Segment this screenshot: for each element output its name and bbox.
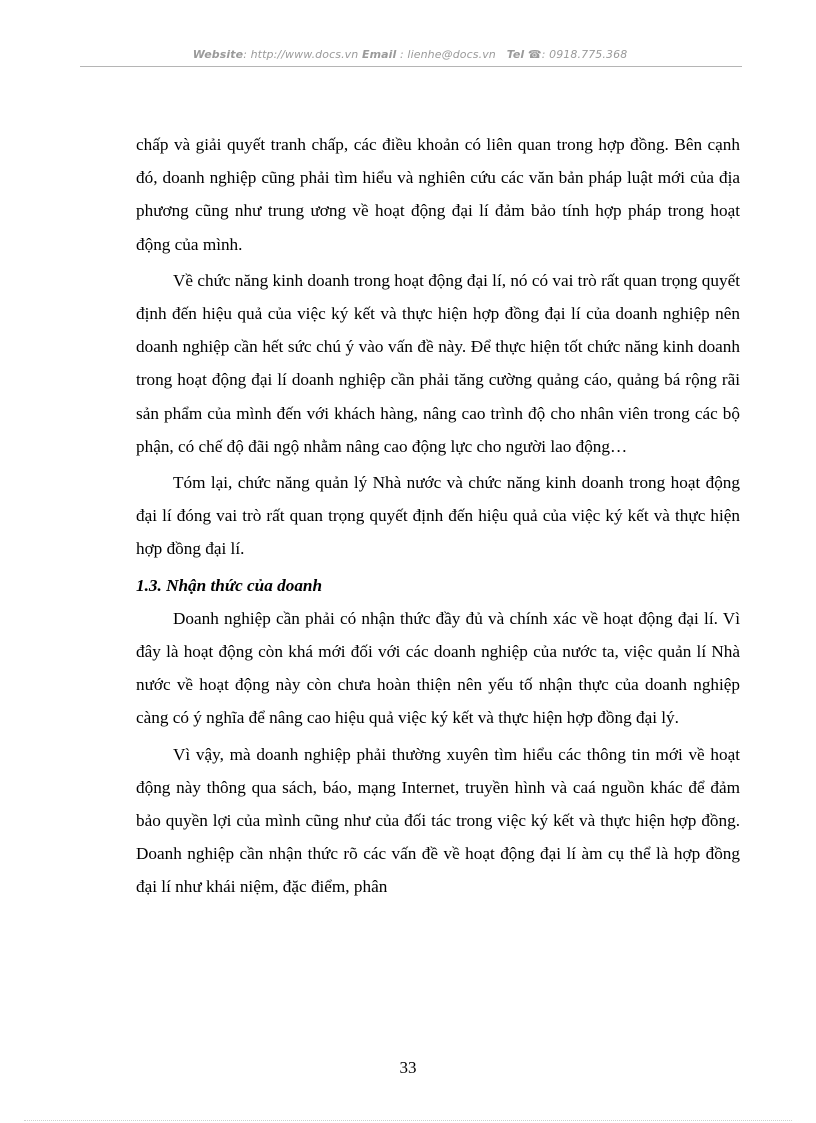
page-header — [80, 48, 740, 61]
email-label: Email — [361, 48, 397, 61]
paragraph-3: Tóm lại, chức năng quản lý Nhà nước và chức năng kinh doanh trong hoạt động đại lí đóng vai trò rất quan trọng quyết định đến hiệu quả của việc ký kết và thực hiện hợp đồng đại lí. — [136, 473, 740, 559]
tel-label: Tel — [506, 48, 525, 61]
website-value: : http://www.docs.vn — [243, 48, 359, 61]
header-divider — [80, 66, 742, 67]
tel-value: ☎: 0918.775.368 — [524, 48, 628, 61]
page-number: 33 — [399, 1058, 417, 1077]
section-heading: 1.3. Nhận thức của doanh — [136, 575, 323, 595]
paragraph-2: Về chức năng kinh doanh trong hoạt động đại lí, nó có vai trò rất quan trọng quyết định đến hiệu quả của việc ký kết và thực hiện hợp đồng đại lí của doanh nghiệp nên doanh nghiệp cần hết sức chú ý vào vấn đề này. Để thực hiện tốt chức năng kinh doanh trong hoạt động đại lí doanh nghiệp cần phải tăng cường quảng cáo, quảng bá rộng rãi sản phẩm của mình đến với khách hàng, nâng cao trình độ cho nhân viên trong các bộ phận, có chế độ đãi ngộ nhằm nâng cao động lực cho người lao động… — [136, 270, 740, 456]
paragraph-1: chấp và giải quyết tranh chấp, các điều khoản có liên quan trong hợp đồng. Bên cạnh đó, doanh nghiệp cũng phải tìm hiểu và nghiên cứu các văn bản pháp luật mới của địa phương cũng như trung ương về hoạt động đại lí đảm bảo tính hợp pháp trong hoạt động của mình. — [136, 135, 740, 254]
website-label: Website — [192, 48, 244, 61]
document-body — [136, 128, 740, 904]
paragraph-4: Doanh nghiệp cần phải có nhận thức đầy đủ và chính xác về hoạt động đại lí. Vì đây là hoạt động còn khá mới đối với các doanh nghiệp của nước ta, việc quản lí Nhà nước về hoạt động này còn chưa hoàn thiện nên yếu tố nhận thực của doanh nghiệp càng có ý nghĩa để nâng cao hiệu quả việc ký kết và thực hiện hợp đồng đại lý. — [136, 608, 740, 728]
paragraph-5: Vì vậy, mà doanh nghiệp phải thường xuyên tìm hiểu các thông tin mới về hoạt động này thông qua sách, báo, mạng Internet, truyền hình và caá nguồn khác để đảm bảo quyền lợi của mình cũng như của đối tác trong việc ký kết và thực hiện hợp đồng. Doanh nghiệp cần nhận thức rõ các vấn đề về hoạt động đại lí àm cụ thể là hợp đồng đại lí như khái niệm, đặc điểm, phân — [136, 744, 740, 897]
footer-divider — [24, 1120, 792, 1121]
email-value: : lienhe@docs.vn — [396, 48, 496, 61]
